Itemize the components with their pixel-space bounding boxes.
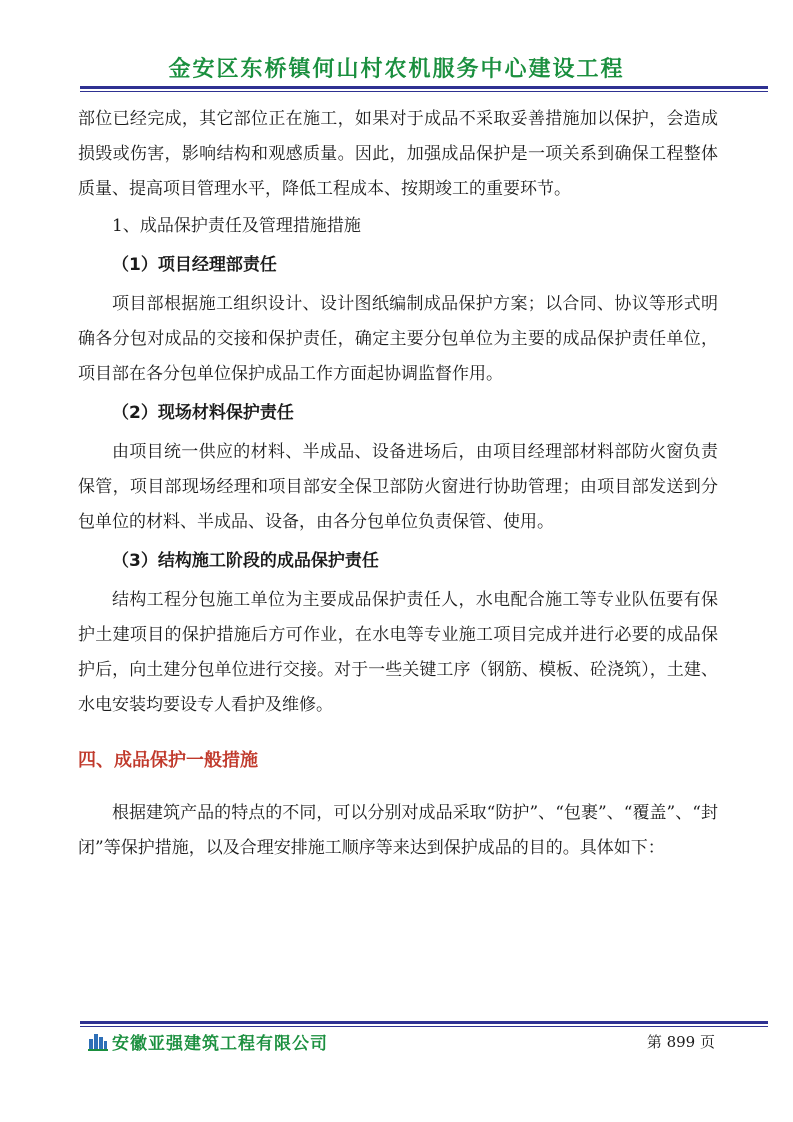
building-logo-icon	[88, 1031, 108, 1051]
paragraph-2: 由项目统一供应的材料、半成品、设备进场后，由项目经理部材料部防火窗负责保管，项目部现场经理和项目部安全保卫部防火窗进行协助管理；由项目部发送到分包单位的材料、半成品、设备，由各分包单位负责保管、使用。	[78, 442, 718, 532]
footer-rule-thin	[80, 1026, 768, 1027]
heading-1b: （2）现场材料保护责任	[112, 403, 294, 423]
footer-page-number: 第 899 页	[646, 1033, 715, 1051]
document-body	[78, 102, 718, 866]
header-rule-thick	[80, 86, 768, 89]
footer-company-name: 安徽亚强建筑工程有限公司	[112, 1034, 328, 1054]
paragraph-4: 根据建筑产品的特点的不同，可以分别对成品采取“防护”、“包裹”、“覆盖”、“封闭”等保护措施，以及合理安排施工顺序等来达到保护成品的目的。具体如下：	[78, 803, 718, 858]
paragraph-1: 项目部根据施工组织设计、设计图纸编制成品保护方案；以合同、协议等形式明确各分包对成品的交接和保护责任，确定主要分包单位为主要的成品保护责任单位，项目部在各分包单位保护成品工作方面起协调监督作用。	[78, 294, 718, 384]
paragraph-intro: 部位已经完成，其它部位正在施工，如果对于成品不采取妥善措施加以保护，会造成损毁或伤害，影响结构和观感质量。因此，加强成品保护是一项关系到确保工程整体质量、提高项目管理水平，降低工程成本、按期竣工的重要环节。	[78, 109, 718, 199]
header-rule-thin	[80, 91, 768, 92]
section-heading-4: 四、成品保护一般措施	[78, 750, 258, 771]
heading-1a: （1）项目经理部责任	[112, 255, 277, 275]
paragraph-3: 结构工程分包施工单位为主要成品保护责任人，水电配合施工等专业队伍要有保护土建项目的保护措施后方可作业，在水电等专业施工项目完成并进行必要的成品保护后，向土建分包单位进行交接。对于一些关键工序（钢筋、模板、砼浇筑），土建、水电安装均要设专人看护及维修。	[78, 590, 718, 715]
footer-rule-thick	[80, 1021, 768, 1024]
heading-1c: （3）结构施工阶段的成品保护责任	[112, 551, 379, 571]
heading-1: 1、成品保护责任及管理措施措施	[112, 216, 361, 236]
page-header-title: 金安区东桥镇何山村农机服务中心建设工程	[168, 57, 625, 82]
